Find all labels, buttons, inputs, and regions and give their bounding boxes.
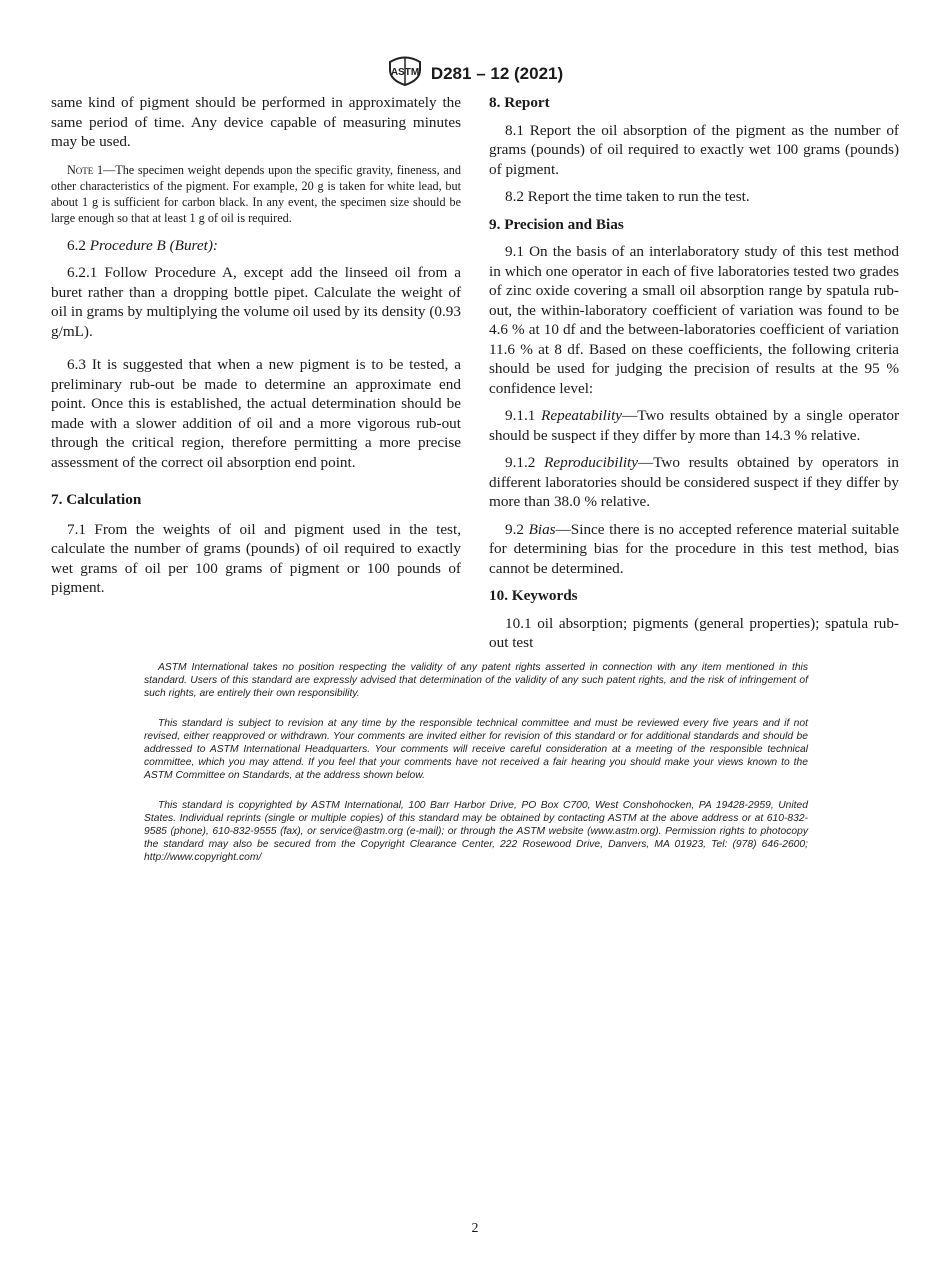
footer-patent-notice: ASTM International takes no position respecting the validity of any patent rights asserted in connection with any item mentioned in this standard. Users of this standard are expressly advised that determination of the validity of any such patent rights, and the risk of infringement of such rights, are entirely their own responsibility. [144, 662, 808, 699]
continued-paragraph: same kind of pigment should be performed in approximately the same period of time. Any device capable of measuring minutes may be used. [51, 94, 461, 150]
footer-revision-notice: This standard is subject to revision at any time by the responsible technical committee and must be reviewed every five years and if not revised, either reapproved or withdrawn. Your comments are invited either for revision of this standard or for additional standards and should be addressed to ASTM International Headquarters. Your comments will receive careful consideration at a meeting of the responsible technical committee, which you may attend. If you feel that your comments have not received a fair hearing you should make your views known to the ASTM Committee on Standards, at the address shown below. [144, 718, 808, 781]
paragraph-9-1: 9.1 On the basis of an interlaboratory study of this test method in which one operator in each of five laboratories tested two grades of zinc oxide covering a small oil absorption range by spatula rub-out, the within-laboratory coefficient of variation was found to be 4.6 % at 10 df and the between-laboratories coefficient of variation 11.6 % at 8 df. Based on these coefficients, the following criteria should be used for judging the precision of results at the 95 % confidence level: [489, 243, 899, 397]
footer-copyright-notice: This standard is copyrighted by ASTM International, 100 Barr Harbor Drive, PO Box C700, West Conshohocken, PA 19428-2959, United States. Individual reprints (single or multiple copies) of this standard may be obtained by contacting ASTM at the above address or at 610-832-9585 (phone), 610-832-9555 (fax), or service@astm.org (e-mail); or through the ASTM website (www.astm.org). Permission rights to photocopy the standard may also be secured from the Copyright Clearance Center, 222 Rosewood Drive, Danvers, MA 01923, Tel: (978) 646-2600; http://www.copyright.com/ [144, 800, 808, 863]
paragraph-8-1: 8.1 Report the oil absorption of the pigment as the number of grams (pounds) of oil required to exactly wet 100 grams (pounds) of pigment. [489, 121, 899, 178]
astm-logo-icon [387, 56, 423, 91]
note-label: Note 1 [67, 162, 104, 177]
page-header [0, 56, 950, 91]
section-7-heading: 7. Calculation [51, 491, 142, 508]
section-8-heading: 8. Report [489, 94, 550, 111]
section-9-heading: 9. Precision and Bias [489, 215, 624, 233]
note-1: Note 1—The specimen weight depends upon the specific gravity, fineness, and other characteristics of the pigment. For example, 20 g is taken for white lead, but about 1 g is sufficient for carbon black. In any event, the specimen size should be large enough so that at least 1 g of oil is required. [51, 162, 461, 225]
section-10-heading: 10. Keywords [489, 587, 578, 604]
paragraph-8-2: 8.2 Report the time taken to run the test. [505, 188, 750, 205]
paragraph-6-2-1: 6.2.1 Follow Procedure A, except add the linseed oil from a buret rather than a dropping bottle pipet. Calculate the weight of oil in grams by multiplying the volume oil used by its density (0.93 g/mL). [51, 264, 461, 340]
paragraph-9-1-2: 9.1.2 Reproducibility—Two results obtained by operators in different laboratories should be considered suspect if they differ by more than 38.0 % relative. [489, 454, 899, 510]
right-column [489, 93, 899, 661]
page-number: 2 [471, 1221, 479, 1236]
paragraph-6-2: 6.2 Procedure B (Buret): [67, 236, 218, 254]
document-id: D281 – 12 (2021) [430, 63, 564, 83]
svg-text:ASTM: ASTM [390, 67, 419, 78]
paragraph-10-1: 10.1 oil absorption; pigments (general properties); spatula rub-out test [489, 614, 899, 651]
paragraph-9-2: 9.2 Bias—Since there is no accepted reference material suitable for determining bias for the procedure in this test method, bias cannot be determined. [489, 520, 899, 577]
paragraph-7-1: 7.1 From the weights of oil and pigment used in the test, calculate the number of grams (pounds) of oil required to exactly wet grams of oil per 100 grams of pigment or 100 pounds of pigment. [51, 520, 461, 596]
paragraph-6-3: 6.3 It is suggested that when a new pigment is to be tested, a preliminary rub-out be made to determine an approximate end point. Once this is established, the actual determination should be made with a slower addition of oil and a more vigorous rub-out through the critical region, therefore permitting a more precise assessment of the correct oil absorption end point. [51, 356, 461, 471]
left-column [51, 93, 461, 606]
paragraph-9-1-1: 9.1.1 Repeatability—Two results obtained by a single operator should be suspect if they differ by more than 14.3 % relative. [489, 407, 899, 444]
legal-footer [144, 661, 808, 881]
